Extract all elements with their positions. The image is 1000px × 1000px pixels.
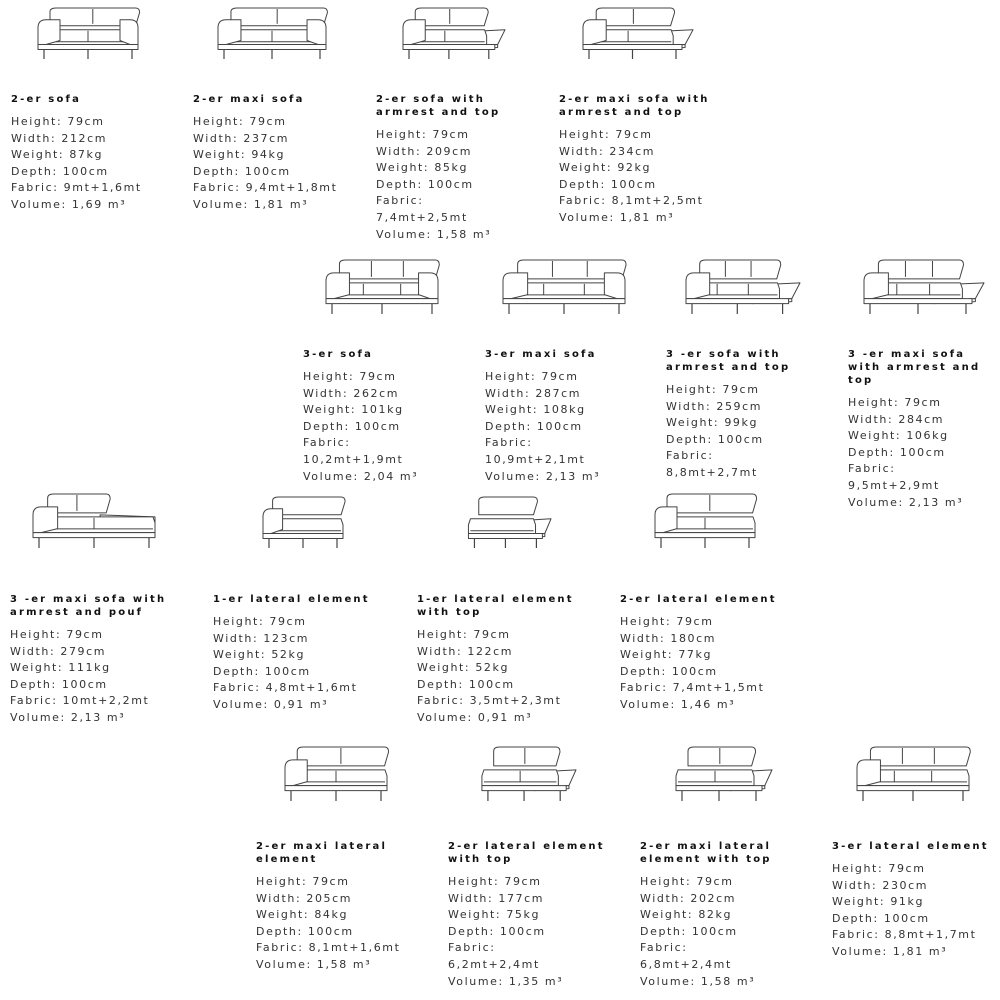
product-name: 2-er sofa bbox=[11, 94, 82, 105]
product-specs bbox=[10, 627, 200, 727]
spec-line: Width: 287cm bbox=[485, 386, 582, 400]
spec-line: Depth: 100cm bbox=[448, 924, 546, 938]
product-card bbox=[256, 840, 406, 974]
spec-line: Volume: 2,13 m³ bbox=[485, 469, 601, 483]
sofa-drawing bbox=[686, 258, 800, 316]
spec-line: Fabric: bbox=[376, 194, 424, 208]
spec-line: Width: 177cm bbox=[448, 891, 545, 905]
two-seat-lateral-element-icon bbox=[655, 492, 755, 550]
sofa-drawing bbox=[864, 258, 984, 316]
spec-line: Volume: 1,81 m³ bbox=[193, 197, 309, 211]
sofa-drawing bbox=[655, 492, 755, 550]
three-seat-maxi-sofa-with-pouf-icon bbox=[33, 492, 155, 550]
product-name: 2-er maxi lateral element with top bbox=[640, 841, 772, 865]
product-card bbox=[213, 593, 403, 714]
spec-line: Height: 79cm bbox=[485, 370, 579, 383]
spec-line: Weight: 82kg bbox=[640, 908, 733, 922]
spec-line: Height: 79cm bbox=[640, 875, 734, 888]
spec-line: Depth: 100cm bbox=[620, 664, 718, 678]
product-name: 2-er sofa with armrest and top bbox=[376, 94, 501, 118]
spec-line: Weight: 75kg bbox=[448, 908, 541, 922]
spec-line: Weight: 106kg bbox=[848, 429, 949, 443]
spec-line: Width: 122cm bbox=[417, 644, 514, 658]
product-name: 2-er maxi sofa bbox=[193, 94, 305, 105]
spec-line: Fabric: 10mt+2,2mt bbox=[10, 694, 150, 708]
spec-line: Fabric: bbox=[640, 941, 688, 955]
spec-line: Width: 234cm bbox=[559, 144, 656, 158]
spec-line: 10,2mt+1,9mt bbox=[303, 452, 404, 466]
spec-line: Weight: 77kg bbox=[620, 648, 713, 662]
three-seat-lateral-element-icon bbox=[857, 745, 969, 803]
sofa-drawing bbox=[326, 258, 438, 316]
sofa-drawing bbox=[583, 6, 693, 61]
spec-line: Width: 202cm bbox=[640, 891, 737, 905]
product-card bbox=[193, 93, 353, 214]
spec-line: Fabric: 8,8mt+1,7mt bbox=[832, 928, 977, 942]
sofa-drawing bbox=[403, 6, 505, 61]
spec-line: Width: 212cm bbox=[11, 131, 108, 145]
product-name: 3 -er maxi sofa with armrest and top bbox=[848, 349, 981, 386]
spec-line: Fabric: 3,5mt+2,3mt bbox=[417, 694, 562, 708]
spec-line: Fabric: bbox=[666, 449, 714, 463]
spec-line: Height: 79cm bbox=[620, 615, 714, 628]
spec-line: Weight: 92kg bbox=[559, 161, 652, 175]
spec-line: Volume: 2,04 m³ bbox=[303, 469, 419, 483]
spec-line: Volume: 1,69 m³ bbox=[11, 197, 127, 211]
two-seat-lateral-element-with-top-icon bbox=[478, 745, 576, 803]
two-seat-sofa-icon bbox=[38, 6, 138, 61]
one-seat-lateral-element-with-top-icon bbox=[465, 495, 551, 550]
spec-line: Volume: 1,58 m³ bbox=[376, 227, 492, 241]
spec-line: Depth: 100cm bbox=[666, 432, 764, 446]
product-card bbox=[417, 593, 607, 727]
spec-line: Height: 79cm bbox=[448, 875, 542, 888]
sofa-drawing bbox=[503, 258, 625, 316]
spec-line: Fabric: 4,8mt+1,6mt bbox=[213, 681, 358, 695]
two-seat-maxi-lateral-element-with-top-icon bbox=[672, 745, 772, 803]
spec-line: Depth: 100cm bbox=[11, 164, 109, 178]
product-specs bbox=[666, 382, 816, 482]
product-specs bbox=[256, 874, 406, 974]
spec-line: Fabric: 7,4mt+1,5mt bbox=[620, 681, 765, 695]
sofa-drawing bbox=[285, 745, 387, 803]
product-specs bbox=[832, 861, 1000, 961]
spec-line: Depth: 100cm bbox=[559, 177, 657, 191]
spec-line: Height: 79cm bbox=[848, 396, 942, 409]
spec-line: Volume: 1,81 m³ bbox=[832, 944, 948, 958]
spec-line: Width: 262cm bbox=[303, 386, 400, 400]
spec-line: Depth: 100cm bbox=[485, 419, 583, 433]
sofa-drawing bbox=[263, 495, 343, 550]
product-card bbox=[303, 348, 463, 485]
spec-line: Depth: 100cm bbox=[640, 924, 738, 938]
spec-line: Weight: 84kg bbox=[256, 908, 349, 922]
product-card bbox=[832, 840, 1000, 961]
spec-line: Weight: 111kg bbox=[10, 661, 111, 675]
sofa-drawing bbox=[478, 745, 576, 803]
product-specs bbox=[193, 114, 353, 214]
spec-line: 9,5mt+2,9mt bbox=[848, 478, 940, 492]
spec-line: Weight: 52kg bbox=[213, 648, 306, 662]
spec-line: Volume: 1,46 m³ bbox=[620, 697, 736, 711]
spec-line: Width: 237cm bbox=[193, 131, 290, 145]
three-seat-sofa-with-top-icon bbox=[686, 258, 800, 316]
product-name: 2-er maxi sofa with armrest and top bbox=[559, 94, 710, 118]
product-specs bbox=[848, 395, 1000, 511]
spec-line: 7,4mt+2,5mt bbox=[376, 210, 468, 224]
product-specs bbox=[559, 127, 729, 227]
three-seat-maxi-sofa-icon bbox=[503, 258, 625, 316]
spec-line: Height: 79cm bbox=[832, 862, 926, 875]
spec-line: Depth: 100cm bbox=[832, 911, 930, 925]
product-specs bbox=[640, 874, 790, 990]
spec-line: Width: 209cm bbox=[376, 144, 473, 158]
spec-line: Height: 79cm bbox=[193, 115, 287, 128]
product-specs bbox=[376, 127, 526, 243]
spec-line: 6,8mt+2,4mt bbox=[640, 957, 732, 971]
product-specs bbox=[303, 369, 463, 485]
spec-line: Height: 79cm bbox=[256, 875, 350, 888]
spec-line: Fabric: bbox=[303, 436, 351, 450]
product-card bbox=[666, 348, 816, 486]
spec-line: Depth: 100cm bbox=[303, 419, 401, 433]
spec-line: 8,8mt+2,7mt bbox=[666, 465, 758, 479]
spec-line: Depth: 100cm bbox=[417, 677, 515, 691]
spec-line: Weight: 91kg bbox=[832, 895, 925, 909]
spec-line: Weight: 99kg bbox=[666, 416, 759, 430]
three-seat-maxi-sofa-with-top-icon bbox=[864, 258, 984, 316]
sofa-drawing bbox=[33, 492, 155, 550]
two-seat-sofa-with-top-icon bbox=[403, 6, 505, 61]
spec-line: Depth: 100cm bbox=[10, 677, 108, 691]
product-specs bbox=[448, 874, 618, 990]
spec-line: Fabric: 9mt+1,6mt bbox=[11, 181, 142, 195]
spec-line: 10,9mt+2,1mt bbox=[485, 452, 586, 466]
spec-line: Depth: 100cm bbox=[193, 164, 291, 178]
spec-line: Height: 79cm bbox=[376, 128, 470, 141]
spec-line: Fabric: bbox=[448, 941, 496, 955]
sofa-drawing bbox=[218, 6, 326, 61]
product-name: 1-er lateral element with top bbox=[417, 594, 574, 618]
product-card bbox=[559, 93, 729, 227]
spec-line: Weight: 108kg bbox=[485, 403, 586, 417]
spec-line: Weight: 101kg bbox=[303, 403, 404, 417]
spec-line: Depth: 100cm bbox=[256, 924, 354, 938]
product-card bbox=[620, 593, 810, 714]
product-name: 3-er maxi sofa bbox=[485, 349, 597, 360]
spec-line: Fabric: 9,4mt+1,8mt bbox=[193, 181, 338, 195]
spec-line: Width: 259cm bbox=[666, 399, 763, 413]
spec-line: Width: 230cm bbox=[832, 878, 929, 892]
sofa-drawing bbox=[38, 6, 138, 61]
spec-line: Height: 79cm bbox=[666, 383, 760, 396]
two-seat-maxi-sofa-with-top-icon bbox=[583, 6, 693, 61]
spec-line: Width: 279cm bbox=[10, 644, 107, 658]
spec-line: Height: 79cm bbox=[303, 370, 397, 383]
sofa-drawing bbox=[672, 745, 772, 803]
spec-line: Volume: 1,58 m³ bbox=[256, 957, 372, 971]
spec-line: Height: 79cm bbox=[10, 628, 104, 641]
product-name: 3 -er maxi sofa with armrest and pouf bbox=[10, 594, 167, 618]
product-name: 2-er lateral element with top bbox=[448, 841, 605, 865]
product-name: 2-er maxi lateral element bbox=[256, 841, 388, 865]
spec-line: Fabric: bbox=[485, 436, 533, 450]
product-card bbox=[448, 840, 618, 990]
product-name: 3-er sofa bbox=[303, 349, 374, 360]
product-specs bbox=[213, 614, 403, 714]
three-seat-sofa-icon bbox=[326, 258, 438, 316]
product-card bbox=[848, 348, 1000, 511]
spec-line: Volume: 1,81 m³ bbox=[559, 210, 675, 224]
product-name: 1-er lateral element bbox=[213, 594, 370, 605]
one-seat-lateral-element-icon bbox=[263, 495, 343, 550]
spec-line: Volume: 1,58 m³ bbox=[640, 974, 756, 988]
product-specs bbox=[485, 369, 645, 485]
spec-line: Weight: 85kg bbox=[376, 161, 469, 175]
spec-line: Fabric: 8,1mt+2,5mt bbox=[559, 194, 704, 208]
spec-line: 6,2mt+2,4mt bbox=[448, 957, 540, 971]
spec-line: Depth: 100cm bbox=[376, 177, 474, 191]
spec-line: Height: 79cm bbox=[559, 128, 653, 141]
product-name: 2-er lateral element bbox=[620, 594, 777, 605]
spec-line: Depth: 100cm bbox=[848, 445, 946, 459]
product-name: 3-er lateral element bbox=[832, 841, 989, 852]
spec-line: Depth: 100cm bbox=[213, 664, 311, 678]
sofa-drawing bbox=[465, 495, 551, 550]
spec-line: Height: 79cm bbox=[417, 628, 511, 641]
spec-line: Height: 79cm bbox=[11, 115, 105, 128]
two-seat-maxi-sofa-icon bbox=[218, 6, 326, 61]
product-name: 3 -er sofa with armrest and top bbox=[666, 349, 791, 373]
spec-line: Fabric: 8,1mt+1,6mt bbox=[256, 941, 401, 955]
two-seat-maxi-lateral-element-icon bbox=[285, 745, 387, 803]
spec-line: Volume: 0,91 m³ bbox=[417, 710, 533, 724]
spec-line: Fabric: bbox=[848, 462, 896, 476]
product-card bbox=[10, 593, 200, 727]
sofa-drawing bbox=[857, 745, 969, 803]
product-specs bbox=[417, 627, 607, 727]
spec-line: Width: 284cm bbox=[848, 412, 945, 426]
product-specs bbox=[620, 614, 810, 714]
spec-line: Weight: 87kg bbox=[11, 148, 104, 162]
product-card bbox=[485, 348, 645, 485]
spec-line: Width: 123cm bbox=[213, 631, 310, 645]
spec-line: Volume: 1,35 m³ bbox=[448, 974, 564, 988]
spec-line: Width: 205cm bbox=[256, 891, 353, 905]
product-card bbox=[640, 840, 790, 990]
spec-line: Height: 79cm bbox=[213, 615, 307, 628]
product-card bbox=[376, 93, 526, 243]
spec-line: Volume: 2,13 m³ bbox=[848, 495, 964, 509]
product-specs bbox=[11, 114, 171, 214]
spec-line: Volume: 2,13 m³ bbox=[10, 710, 126, 724]
spec-line: Width: 180cm bbox=[620, 631, 717, 645]
spec-line: Weight: 52kg bbox=[417, 661, 510, 675]
product-card bbox=[11, 93, 171, 214]
spec-line: Volume: 0,91 m³ bbox=[213, 697, 329, 711]
spec-line: Weight: 94kg bbox=[193, 148, 286, 162]
